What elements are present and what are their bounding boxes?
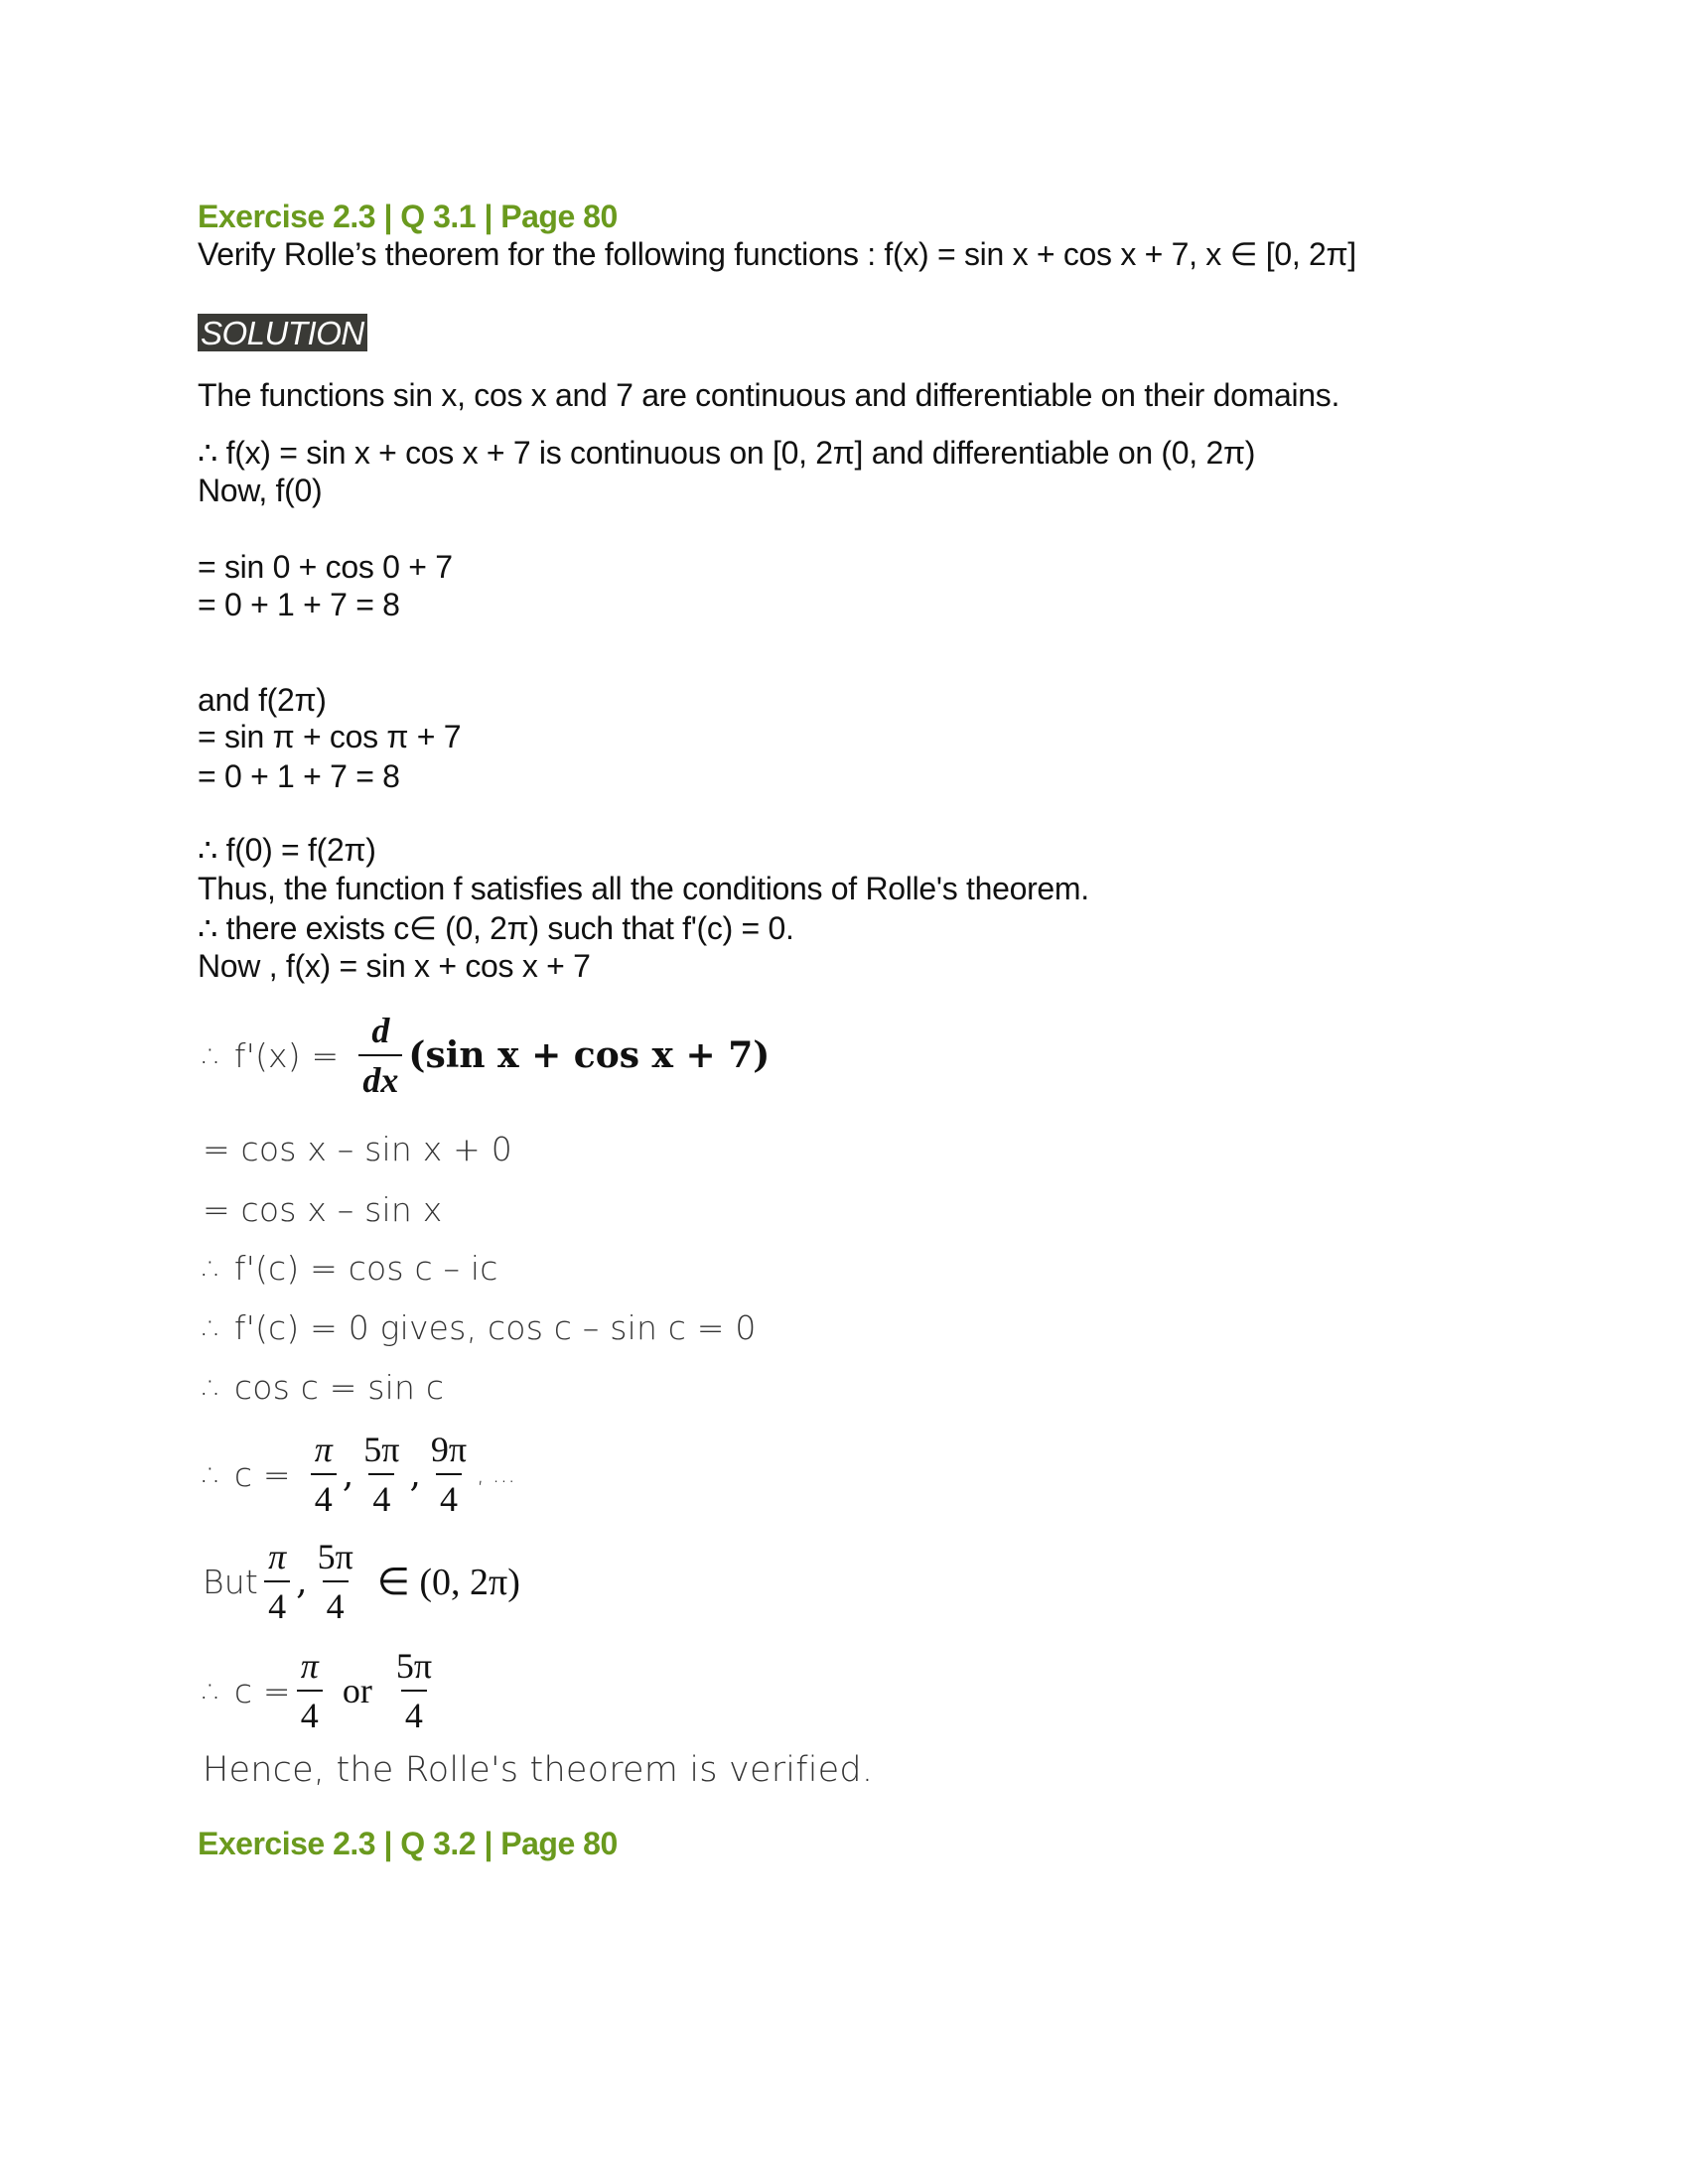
fraction-denominator: 4 <box>368 1473 394 1519</box>
comma: , <box>296 1561 308 1602</box>
fraction <box>427 1430 471 1519</box>
solution-badge: SOLUTION <box>198 314 367 351</box>
or-word: or <box>342 1671 372 1710</box>
fraction-numerator: π <box>314 1430 333 1469</box>
conclusion: Hence, the Rolle's theorem is verified. <box>203 1750 874 1790</box>
derivative-rhs: (sin x + cos x + 7) <box>408 1034 771 1076</box>
d-dx-fraction <box>358 1011 402 1100</box>
fraction-denominator: 4 <box>436 1473 462 1519</box>
fraction-denominator: dx <box>358 1054 402 1100</box>
fraction-numerator: 5π <box>363 1430 400 1469</box>
solution-line: = 0 + 1 + 7 = 8 <box>198 587 400 622</box>
fraction <box>359 1430 403 1519</box>
question-heading-3-2: Exercise 2.3 | Q 3.2 | Page 80 <box>198 1826 618 1861</box>
solution-line: = sin 0 + cos 0 + 7 <box>198 549 453 585</box>
fraction <box>314 1537 357 1626</box>
derivation-step: = cos x – sin x + 0 <box>203 1130 512 1168</box>
solution-line: = 0 + 1 + 7 = 8 <box>198 758 400 794</box>
solution-line: ∴ f(x) = sin x + cos x + 7 is continuous on [0, 2π] and differentiable on (0, 2π) <box>198 435 1256 471</box>
fraction-denominator: 4 <box>297 1690 323 1735</box>
solution-line: Now, f(0) <box>198 473 323 508</box>
c-final-equation <box>203 1646 442 1735</box>
c-final-lhs: ∴ c = <box>203 1671 291 1710</box>
question-text: Verify Rolle’s theorem for the following functions : f(x) = sin x + cos x + 7, x ∈ [0, 2π] <box>198 236 1356 272</box>
solution-line: and f(2π) <box>198 682 327 718</box>
fraction-denominator: 4 <box>264 1580 290 1626</box>
fraction-numerator: 9π <box>430 1430 468 1469</box>
interval-membership: ∈ (0, 2π) <box>376 1561 520 1603</box>
fraction <box>297 1646 323 1735</box>
but-equation <box>203 1537 520 1626</box>
fraction-numerator: 5π <box>395 1646 433 1686</box>
solution-line: ∴ f(0) = f(2π) <box>198 832 376 868</box>
fraction <box>392 1646 436 1735</box>
derivation-step: ∴ f'(c) = 0 gives, cos c – sin c = 0 <box>203 1308 757 1347</box>
fraction-denominator: 4 <box>323 1580 349 1626</box>
solution-line: Now , f(x) = sin x + cos x + 7 <box>198 948 591 984</box>
comma: , <box>342 1453 354 1495</box>
solution-line: Thus, the function f satisfies all the conditions of Rolle's theorem. <box>198 871 1089 906</box>
fraction-numerator: π <box>268 1537 287 1576</box>
fraction-numerator: d <box>371 1011 390 1050</box>
fraction <box>264 1537 290 1626</box>
c-values-equation <box>203 1430 515 1519</box>
derivation-step: = cos x – sin x <box>203 1190 443 1229</box>
derivative-lhs: ∴ f'(x) = <box>203 1035 340 1075</box>
fraction-denominator: 4 <box>401 1690 427 1735</box>
ellipsis: , ... <box>477 1460 516 1488</box>
question-heading-3-1: Exercise 2.3 | Q 3.1 | Page 80 <box>198 199 618 234</box>
fraction <box>311 1430 337 1519</box>
fraction-numerator: π <box>300 1646 319 1686</box>
c-values-lhs: ∴ c = <box>203 1454 291 1494</box>
solution-line: ∴ there exists c∈ (0, 2π) such that f'(c) = 0. <box>198 910 794 946</box>
derivation-step: ∴ cos c = sin c <box>203 1368 445 1407</box>
solution-line: The functions sin x, cos x and 7 are continuous and differentiable on their domains. <box>198 377 1340 413</box>
fraction-numerator: 5π <box>317 1537 353 1576</box>
derivation-step: ∴ f'(c) = cos c – ic <box>203 1249 498 1288</box>
fraction-denominator: 4 <box>311 1473 337 1519</box>
derivative-equation <box>203 1011 770 1100</box>
but-prefix: But <box>203 1562 259 1601</box>
comma: , <box>409 1453 421 1495</box>
solution-line: = sin π + cos π + 7 <box>198 719 462 754</box>
